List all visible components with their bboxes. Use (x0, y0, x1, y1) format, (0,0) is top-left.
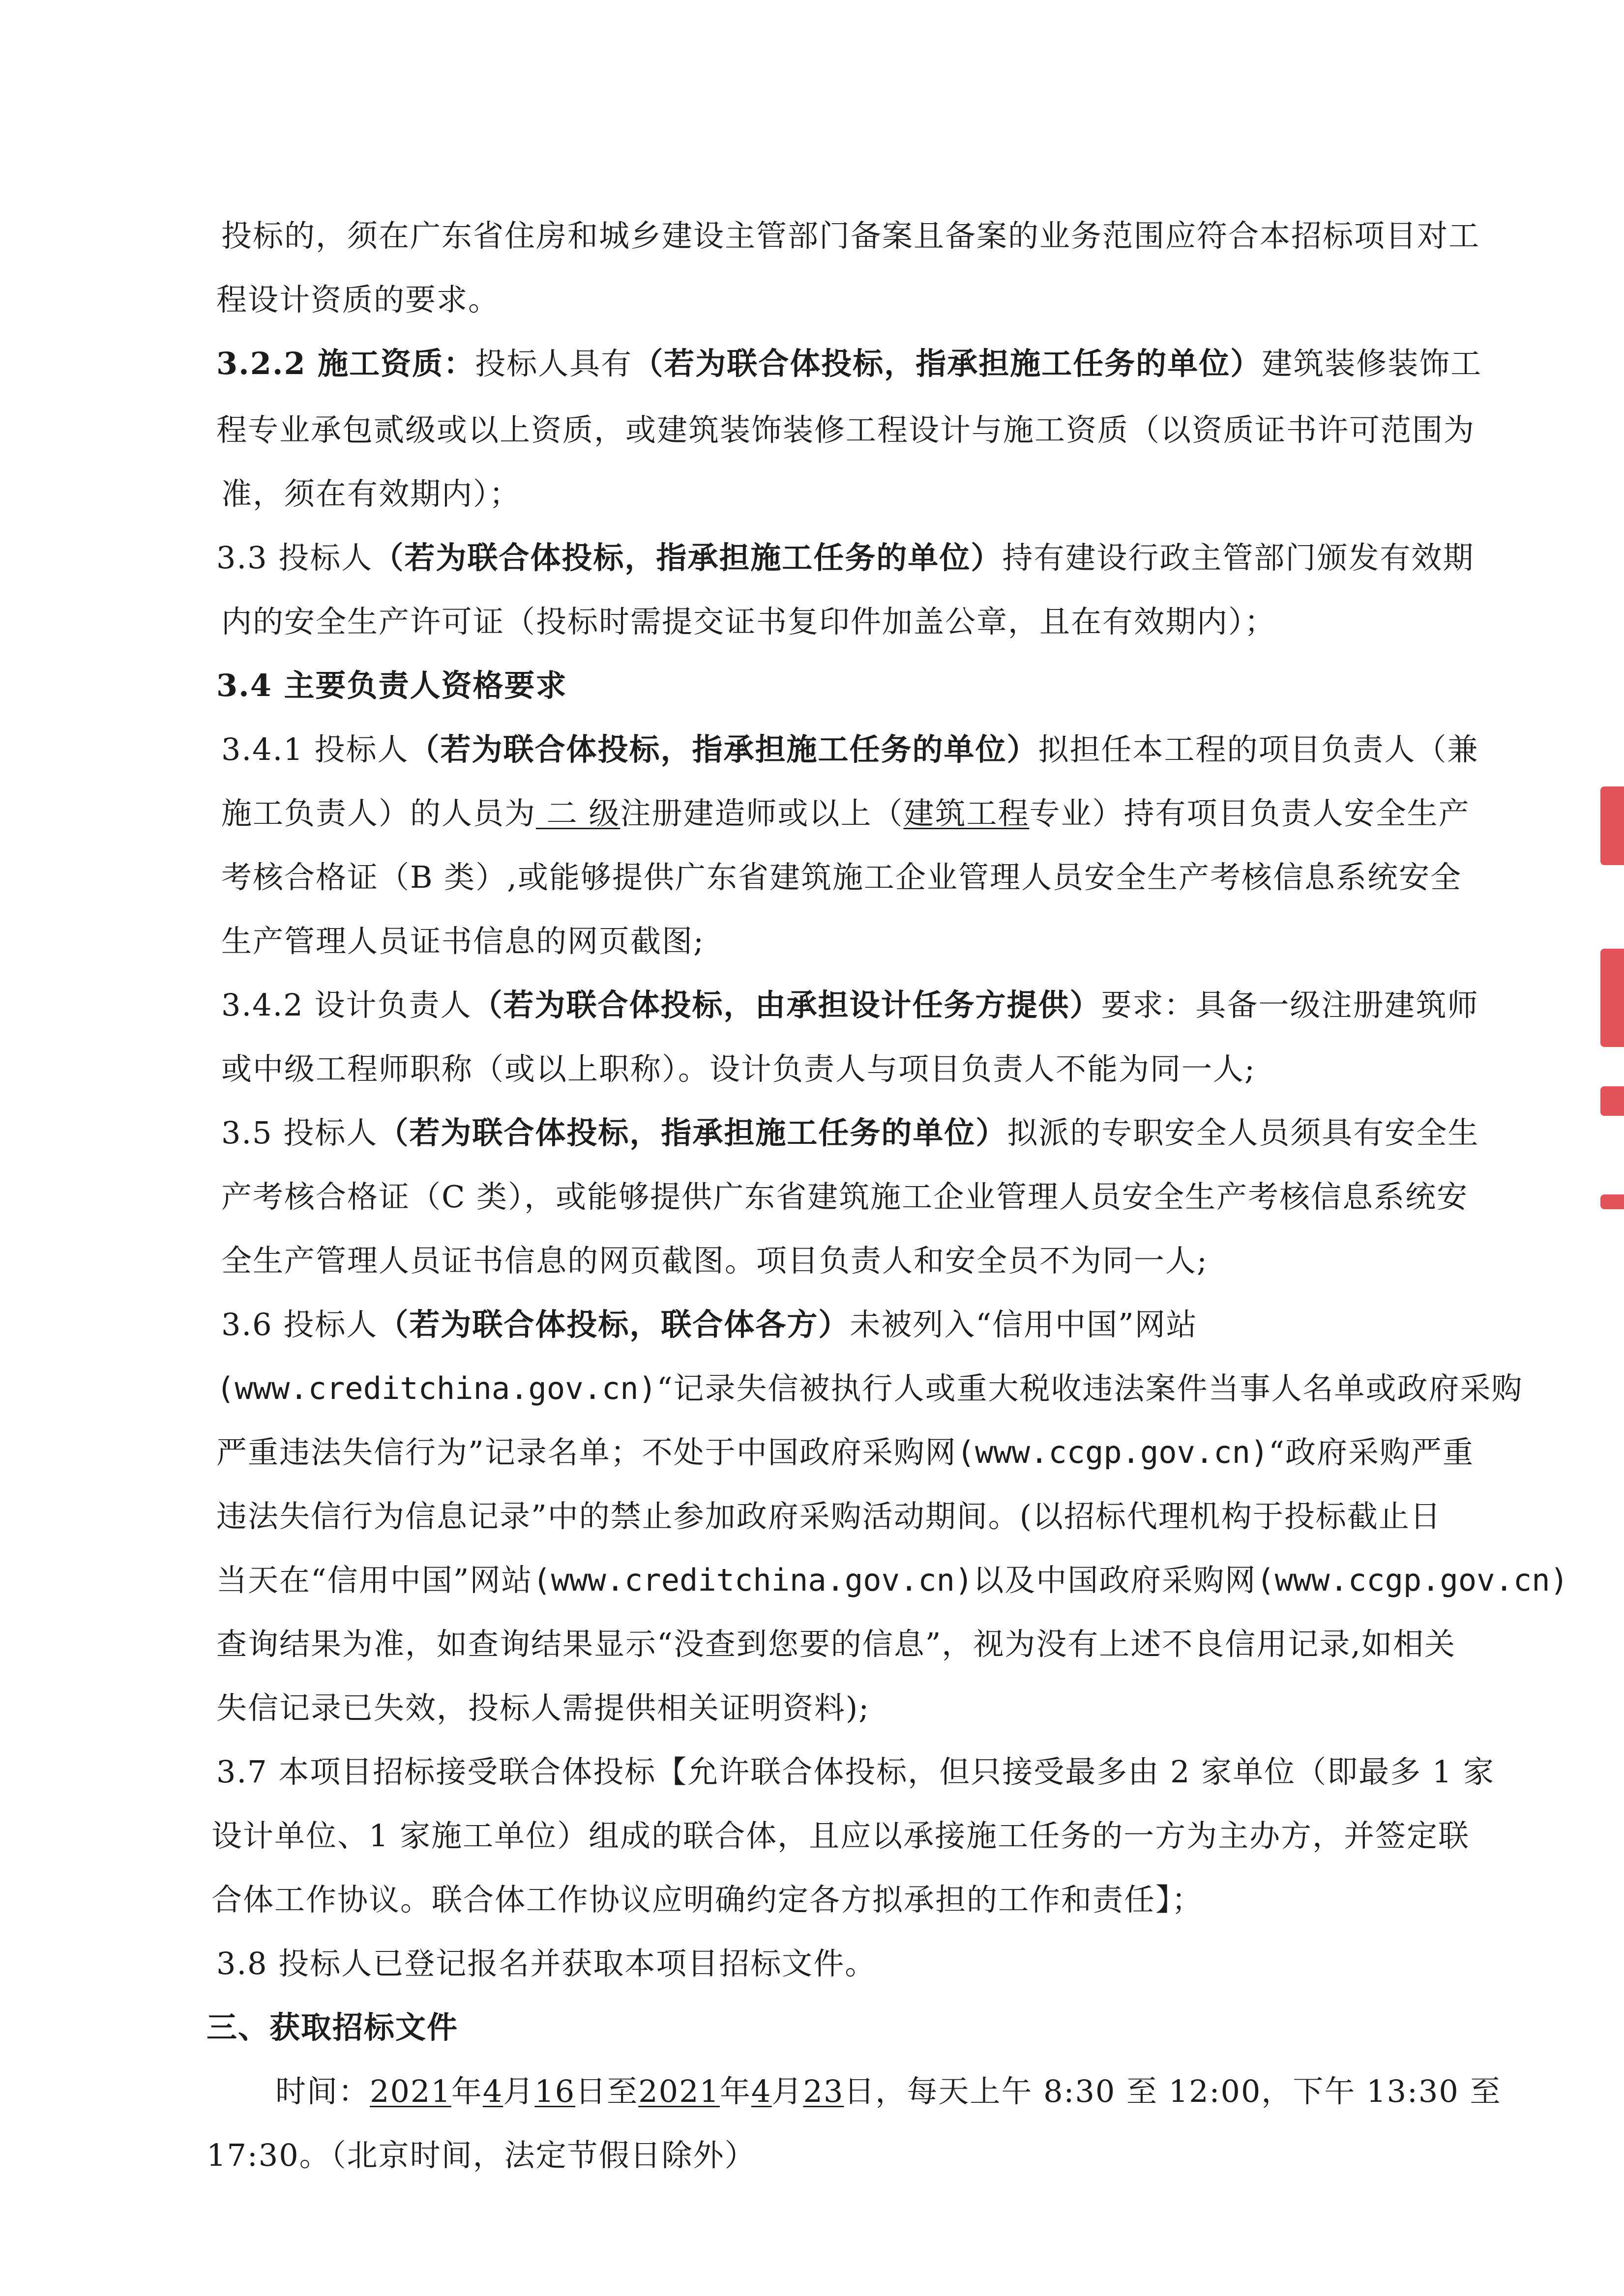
text-span: “政府采购严重 (1269, 1434, 1474, 1470)
url-text: (www.ccgp.gov.cn) (956, 1434, 1269, 1470)
text-span: 3.5 投标人 (221, 1115, 378, 1151)
text-line (216, 1369, 1523, 1408)
text-line (221, 1241, 1208, 1280)
text-line (221, 1177, 1468, 1217)
section-heading (216, 666, 567, 705)
text-line (221, 922, 705, 961)
text-line (216, 1625, 1456, 1664)
text-span: 注册建造师或以上（ (620, 795, 904, 831)
text-line (221, 474, 521, 514)
bold-text: （若为联合体投标，指承担施工任务的单位） (378, 1115, 1007, 1151)
text-span: 要求：具备一级注册建筑师 (1101, 987, 1479, 1023)
bold-text: 3.2.2 施工资质： (216, 346, 475, 381)
text-line (216, 410, 1475, 450)
text-line (275, 2072, 1502, 2111)
underlined-text: 16 (534, 2073, 576, 2109)
text-span: 当天在“信用中国”网站 (216, 1562, 533, 1598)
text-line (207, 2136, 756, 2175)
section-heading (207, 2008, 458, 2047)
text-line (216, 1752, 1495, 1792)
bold-text: （若为联合体投标，指承担施工任务的单位） (409, 731, 1038, 767)
text-span: 全生产管理人员证书信息的网页截图。项目负责人和安全员不为同一人; (221, 1243, 1208, 1279)
text-line (211, 1880, 1203, 1919)
underlined-text: 2021 (370, 2073, 451, 2109)
text-span: 时间： (275, 2073, 370, 2109)
text-span: 设计单位、1 家施工单位）组成的联合体，且应以承接施工任务的一方为主办方，并签定联 (211, 1818, 1470, 1854)
text-span: 月 (503, 2073, 535, 2109)
text-span: 3.6 投标人 (221, 1307, 378, 1342)
text-span: 违法失信行为信息记录”中的禁止参加政府采购活动期间。(以招标代理机构于投标截止日 (216, 1498, 1442, 1534)
url-text: (www.creditchina.gov.cn) (532, 1562, 974, 1598)
text-span: 月 (771, 2073, 803, 2109)
bold-text: （若为联合体投标，由承担设计任务方提供） (472, 987, 1101, 1023)
text-span: 程设计资质的要求。 (216, 282, 500, 318)
text-span: 年 (720, 2073, 752, 2109)
text-span: 合体工作协议。联合体工作协议应明确约定各方拟承担的工作和责任】； (211, 1882, 1204, 1918)
text-span: 年 (451, 2073, 483, 2109)
text-span: 专业）持有项目负责人安全生产 (1029, 795, 1470, 831)
text-span: 内的安全生产许可证（投标时需提交证书复印件加盖公章，且在有效期内）； (221, 604, 1276, 639)
text-span: 3.4.1 投标人 (221, 731, 409, 767)
text-span: “记录失信被执行人或重大税收违法案件当事人名单或政府采购 (656, 1370, 1523, 1406)
text-line (216, 344, 1482, 383)
text-span: 3.4.2 设计负责人 (221, 987, 472, 1023)
text-span: 建筑装修装饰工 (1262, 346, 1482, 381)
text-line (221, 986, 1479, 1025)
text-line (216, 1561, 1568, 1600)
bold-text: （若为联合体投标，联合体各方） (378, 1307, 850, 1342)
text-span: 3.7 本项目招标接受联合体投标【允许联合体投标，但只接受最多由 2 家单位（即最多 1 家 (216, 1754, 1495, 1790)
text-span: 施工负责人）的人员为 (221, 795, 536, 831)
text-span: 未被列入“信用中国”网站 (850, 1307, 1198, 1342)
text-line (221, 794, 1470, 833)
underlined-text: 4 (751, 2073, 772, 2109)
text-span: 日至 (575, 2073, 639, 2109)
text-line (221, 1113, 1479, 1153)
text-span: 考核合格证（B 类）,或能够提供广东省建筑施工企业管理人员安全生产考核信息系统安全 (221, 859, 1462, 895)
url-text: (www.creditchina.gov.cn) (216, 1370, 657, 1406)
text-line (221, 730, 1479, 769)
text-span: 程专业承包贰级或以上资质，或建筑装饰装修工程设计与施工资质（以资质证书许可范围为 (216, 412, 1476, 448)
underlined-text: 建筑工程 (903, 795, 1030, 831)
text-line (216, 1497, 1442, 1536)
text-line (216, 538, 1474, 578)
text-line (216, 1688, 870, 1728)
underlined-text: 23 (803, 2073, 844, 2109)
bold-text: 三、获取招标文件 (207, 2009, 459, 2045)
text-span: 生产管理人员证书信息的网页截图; (221, 923, 705, 959)
text-span: 准，须在有效期内）； (221, 476, 521, 512)
bold-text: （若为联合体投标，指承担施工任务的单位） (373, 540, 1003, 576)
text-span: 3.3 投标人 (216, 540, 373, 576)
bold-text: （若为联合体投标，指承担施工任务的单位） (632, 346, 1262, 381)
text-span: 以及中国政府采购网 (973, 1562, 1257, 1598)
bold-text: 3.4 主要负责人资格要求 (216, 668, 567, 703)
text-line (221, 1049, 1256, 1089)
text-span: 或中级工程师职称（或以上职称）。设计负责人与项目负责人不能为同一人; (221, 1051, 1256, 1087)
url-text: (www.ccgp.gov.cn) (1256, 1562, 1568, 1598)
text-span: 严重违法失信行为”记录名单；不处于中国政府采购网 (216, 1434, 957, 1470)
text-line (216, 1433, 1474, 1472)
text-span: 失信记录已失效，投标人需提供相关证明资料); (216, 1690, 870, 1726)
underlined-text: 2021 (638, 2073, 720, 2109)
underlined-text: 二 级 (536, 795, 620, 831)
text-span: 3.8 投标人已登记报名并获取本项目招标文件。 (216, 1946, 877, 1981)
text-span: 产考核合格证（C 类），或能够提供广东省建筑施工企业管理人员安全生产考核信息系统安 (221, 1179, 1469, 1215)
text-line (221, 858, 1462, 897)
text-line (221, 602, 1276, 641)
text-line (216, 1944, 876, 1983)
text-span: 投标人具有 (475, 346, 633, 381)
text-span: 拟担任本工程的项目负责人（兼 (1038, 731, 1479, 767)
text-line (221, 216, 1480, 256)
text-line (221, 1305, 1198, 1344)
text-span: 投标的，须在广东省住房和城乡建设主管部门备案且备案的业务范围应符合本招标项目对工 (221, 218, 1480, 254)
stamp-edge (1594, 786, 1624, 1278)
text-span: 日，每天上午 8:30 至 12:00，下午 13:30 至 (844, 2073, 1502, 2109)
underlined-text: 4 (482, 2073, 503, 2109)
text-span: 持有建设行政主管部门颁发有效期 (1002, 540, 1475, 576)
text-span: 17:30。（北京时间，法定节假日除外） (207, 2137, 756, 2173)
text-span: 查询结果为准，如查询结果显示“没查到您要的信息”，视为没有上述不良信用记录,如相关 (216, 1626, 1456, 1662)
text-line (216, 280, 500, 320)
text-line (211, 1816, 1470, 1856)
text-span: 拟派的专职安全人员须具有安全生 (1007, 1115, 1479, 1151)
